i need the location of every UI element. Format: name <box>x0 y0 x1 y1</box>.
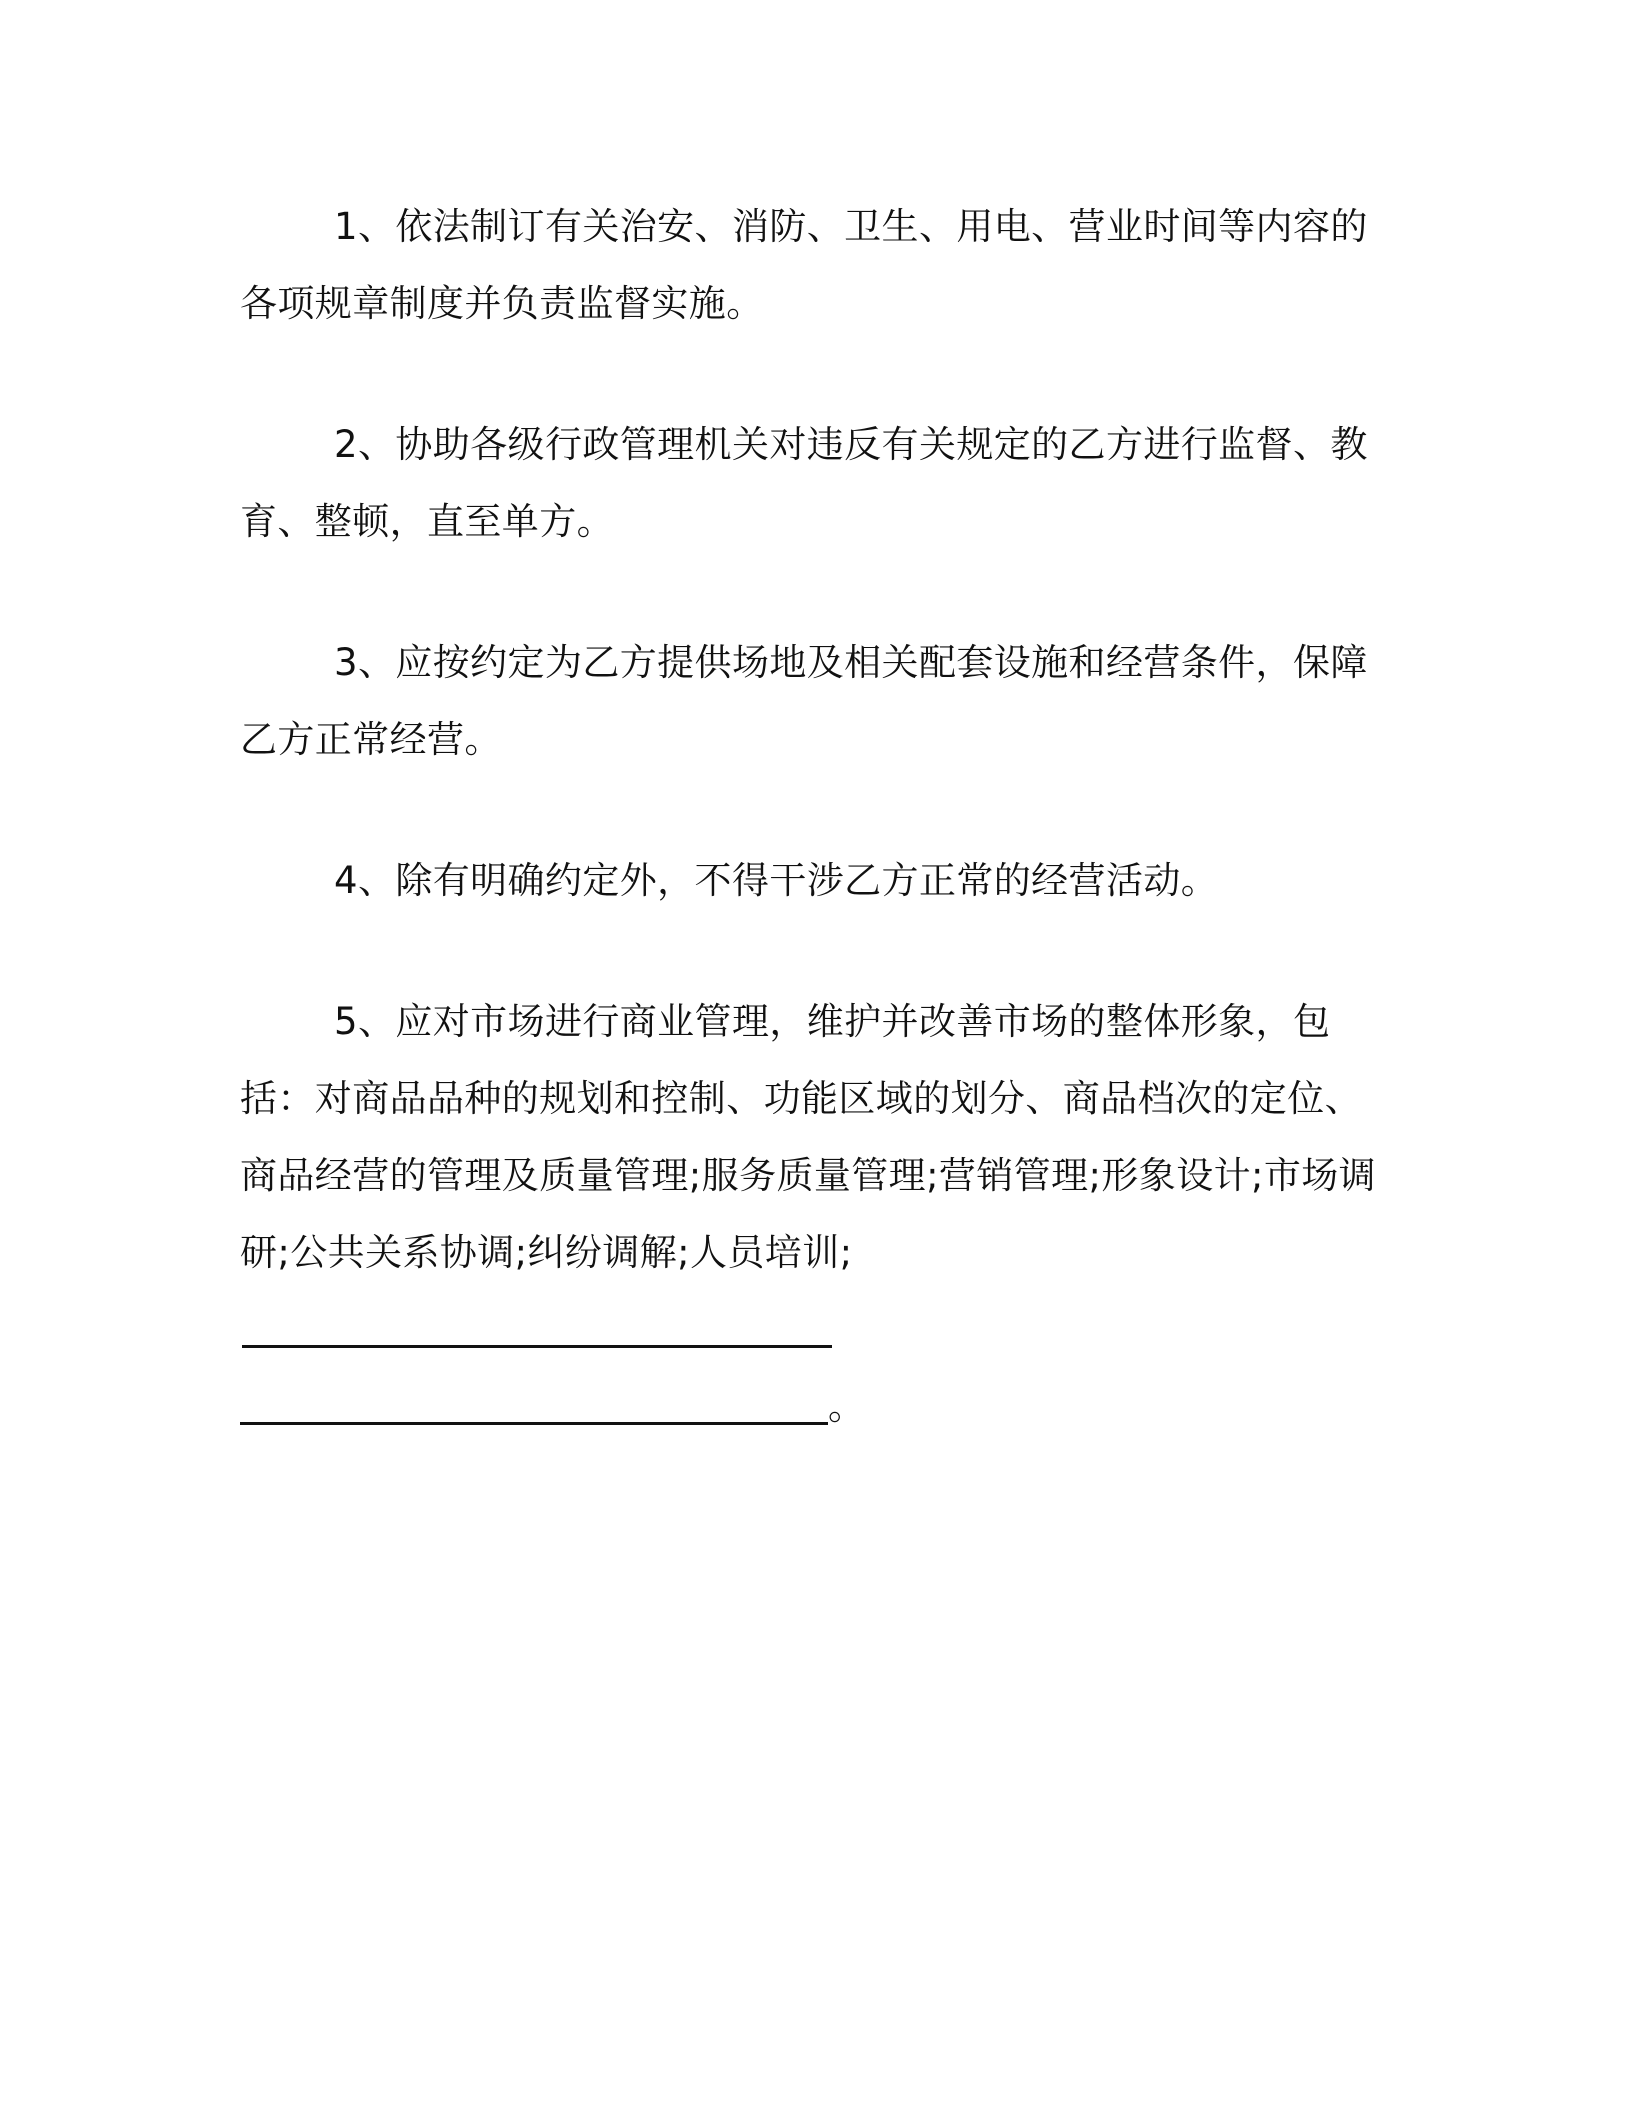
clause-5 <box>240 983 1380 1445</box>
clause-1: 1、依法制订有关治安、消防、卫生、用电、营业时间等内容的各项规章制度并负责监督实施。 <box>240 205 1368 325</box>
clause-5-text: 5、应对市场进行商业管理，维护并改善市场的整体形象，包括：对商品品种的规划和控制、功能区域的划分、商品档次的定位、商品经营的管理及质量管理;服务质量管理;营销管理;形象设计;市场调研;公共关系协调;纠纷调解;人员培训; <box>240 1000 1377 1274</box>
fill-in-blank-line <box>240 1378 828 1425</box>
clause-5-ending: 。 <box>828 1385 866 1428</box>
clause-5-continuation <box>240 1368 1380 1445</box>
clause-3: 3、应按约定为乙方提供场地及相关配套设施和经营条件，保障乙方正常经营。 <box>240 641 1368 761</box>
clause-4: 4、除有明确约定外，不得干涉乙方正常的经营活动。 <box>334 859 1219 902</box>
clause-2: 2、协助各级行政管理机关对违反有关规定的乙方进行监督、教育、整顿，直至单方。 <box>240 423 1368 543</box>
fill-in-blank-line <box>242 1301 832 1348</box>
document-body <box>240 188 1380 1445</box>
